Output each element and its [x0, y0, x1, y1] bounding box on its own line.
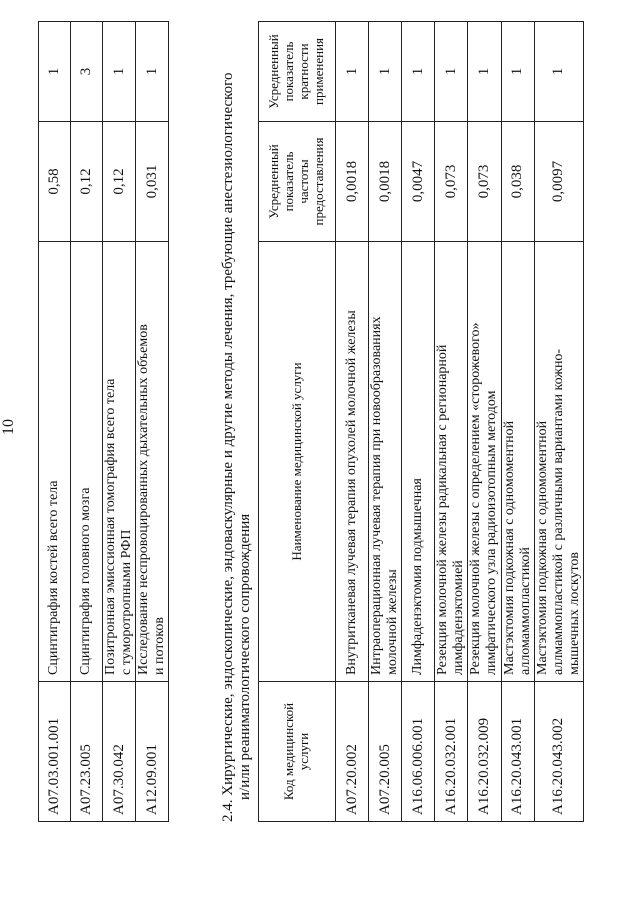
service-name: Исследование неспровоцированных дыхательных объемов и потоков — [136, 242, 169, 682]
frequency-value: 0,12 — [103, 122, 136, 242]
service-code: А12.09.001 — [136, 682, 169, 822]
frequency-value: 0,0018 — [336, 122, 369, 242]
page-number: 10 — [0, 419, 17, 435]
service-name: Лимфаденэктомия подмышечная — [402, 242, 435, 682]
frequency-value: 0,038 — [501, 122, 534, 242]
service-code: А07.20.005 — [369, 682, 402, 822]
service-code: А16.20.032.009 — [468, 682, 501, 822]
multiplicity-value: 1 — [402, 22, 435, 122]
previous-services-table — [38, 21, 169, 822]
table-row — [71, 22, 103, 822]
service-name: Сцинтиграфия костей всего тела — [39, 242, 71, 682]
table-row — [39, 22, 71, 822]
services-table — [258, 21, 584, 822]
service-code: А16.20.032.001 — [435, 682, 468, 822]
table-row — [103, 22, 136, 822]
frequency-value: 0,0047 — [402, 122, 435, 242]
multiplicity-value: 1 — [501, 22, 534, 122]
table-row — [136, 22, 169, 822]
service-name: Сцинтиграфия головного мозга — [71, 242, 103, 682]
section-heading — [220, 12, 253, 822]
table-row — [402, 22, 435, 822]
service-name: Интраоперационная лучевая терапия при новообразованиях молочной железы — [369, 242, 402, 682]
multiplicity-value: 3 — [71, 22, 103, 122]
service-name: Мастэктомия подкожная с одномоментной алломаммопластикой — [501, 242, 534, 682]
table-row — [435, 22, 468, 822]
column-header-multiplicity: Усредненный показатель кратности применения — [259, 22, 336, 122]
multiplicity-value: 1 — [336, 22, 369, 122]
table-row — [369, 22, 402, 822]
service-code: А07.23.005 — [71, 682, 103, 822]
multiplicity-value: 1 — [468, 22, 501, 122]
table-row — [336, 22, 369, 822]
frequency-value: 0,0018 — [369, 122, 402, 242]
service-code: А16.06.006.001 — [402, 682, 435, 822]
column-header-code: Код медицинской услуги — [259, 682, 336, 822]
multiplicity-value: 1 — [103, 22, 136, 122]
multiplicity-value: 1 — [534, 22, 583, 122]
column-header-frequency: Усредненный показатель частоты предоставления — [259, 122, 336, 242]
multiplicity-value: 1 — [136, 22, 169, 122]
multiplicity-value: 1 — [435, 22, 468, 122]
table-row — [501, 22, 534, 822]
section-heading-line: 2.4. Хирургические, эндоскопические, эндоваскулярные и другие методы лечения, требующие анестезиологического — [220, 72, 236, 822]
multiplicity-value: 1 — [39, 22, 71, 122]
frequency-value: 0,12 — [71, 122, 103, 242]
frequency-value: 0,031 — [136, 122, 169, 242]
service-name: Позитронная эмиссионная томография всего тела с туморотропными РФП — [103, 242, 136, 682]
table-row — [534, 22, 583, 822]
service-code: А07.30.042 — [103, 682, 136, 822]
service-code: А16.20.043.001 — [501, 682, 534, 822]
service-name: Резекция молочной железы радикальная с регионарной лимфаденэктомией — [435, 242, 468, 682]
service-code: А07.20.002 — [336, 682, 369, 822]
service-name: Мастэктомия подкожная с одномоментной аллмаммопластикой с различными вариантами кожно- мышечных лоскутов — [534, 242, 583, 682]
frequency-value: 0,073 — [468, 122, 501, 242]
table-row — [468, 22, 501, 822]
service-name: Резекция молочной железы с определением «сторожевого» лимфатического узла радиоизотопным методом — [468, 242, 501, 682]
section-heading-line: и/или реаниматологического сопровождения — [236, 513, 253, 800]
service-code: А16.20.043.002 — [534, 682, 583, 822]
frequency-value: 0,073 — [435, 122, 468, 242]
frequency-value: 0,0097 — [534, 122, 583, 242]
frequency-value: 0,58 — [39, 122, 71, 242]
table-header-row — [259, 22, 336, 822]
column-header-name: Наименование медицинской услуги — [259, 242, 336, 682]
service-name: Внутритканевая лучевая терапия опухолей молочной железы — [336, 242, 369, 682]
service-code: А07.03.001.001 — [39, 682, 71, 822]
multiplicity-value: 1 — [369, 22, 402, 122]
